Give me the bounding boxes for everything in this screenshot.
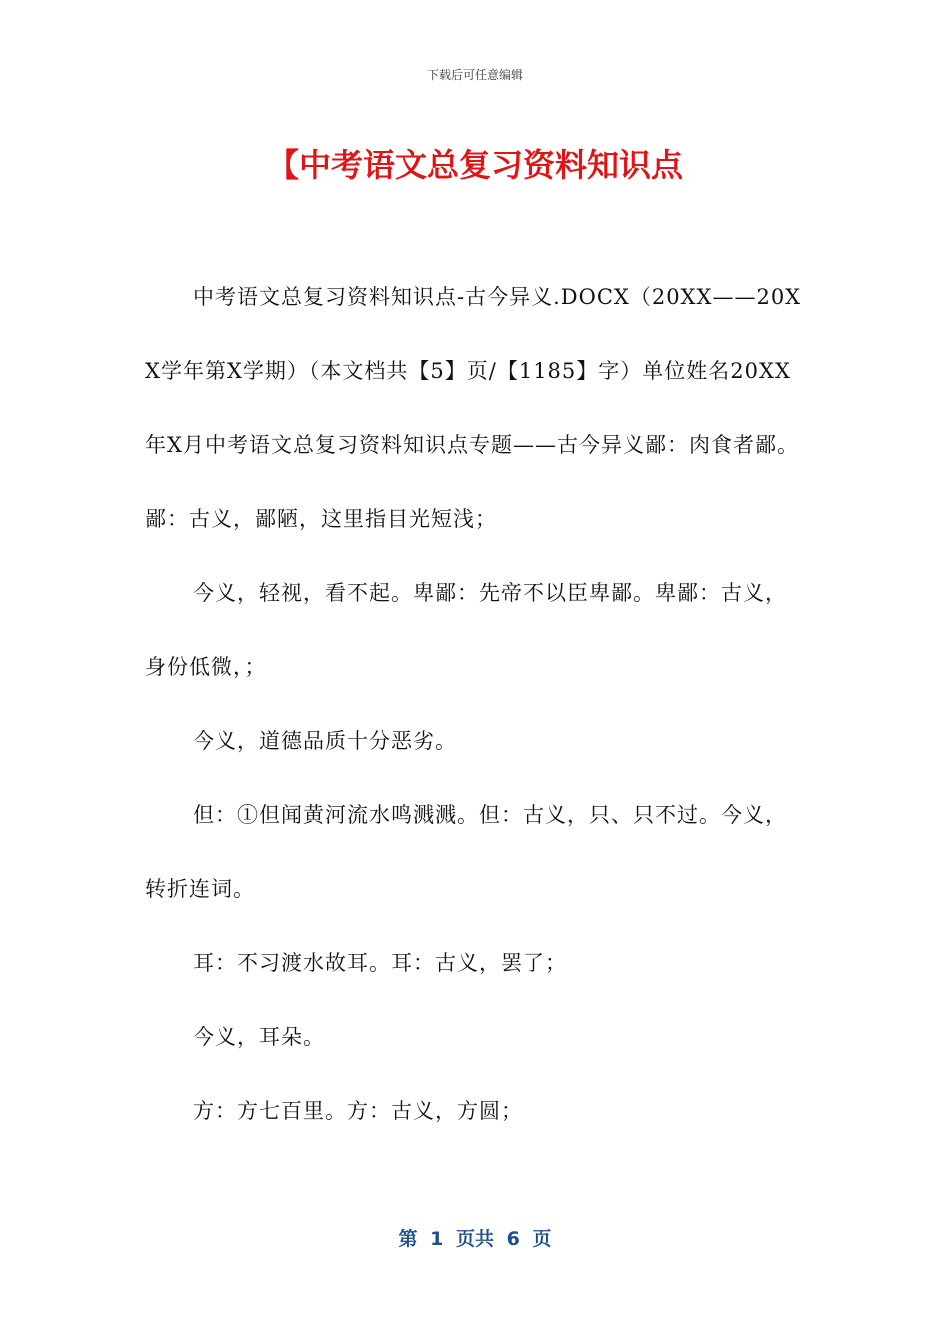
document-body xyxy=(145,260,805,1148)
paragraph-3: 今义，道德品质十分恶劣。 xyxy=(193,729,457,753)
header-note: 下载后可任意编辑 xyxy=(426,68,523,82)
paragraph-1: 中考语文总复习资料知识点-古今异义.DOCX（20XX——20XX学年第X学期）（本文档共【5】页/【1185】字）单位姓名20XX年X月中考语文总复习资料知识点专题——古今异义鄙：肉食者鄙。鄙：古义，鄙陋，这里指目光短浅； xyxy=(145,285,802,531)
paragraph-7: 方：方七百里。方：古义，方圆； xyxy=(193,1099,523,1123)
paragraph-5: 耳：不习渡水故耳。耳：古义，罢了； xyxy=(193,951,567,975)
document-title: 【中考语文总复习资料知识点 xyxy=(266,146,683,184)
paragraph-4: 但：①但闻黄河流水鸣溅溅。但：古义，只、只不过。今义，转折连词。 xyxy=(145,803,787,901)
page-number-footer: 第 1 页共 6 页 xyxy=(398,1228,552,1250)
paragraph-2: 今义，轻视，看不起。卑鄙：先帝不以臣卑鄙。卑鄙：古义，身份低微，； xyxy=(145,581,787,679)
paragraph-6: 今义，耳朵。 xyxy=(193,1025,325,1049)
